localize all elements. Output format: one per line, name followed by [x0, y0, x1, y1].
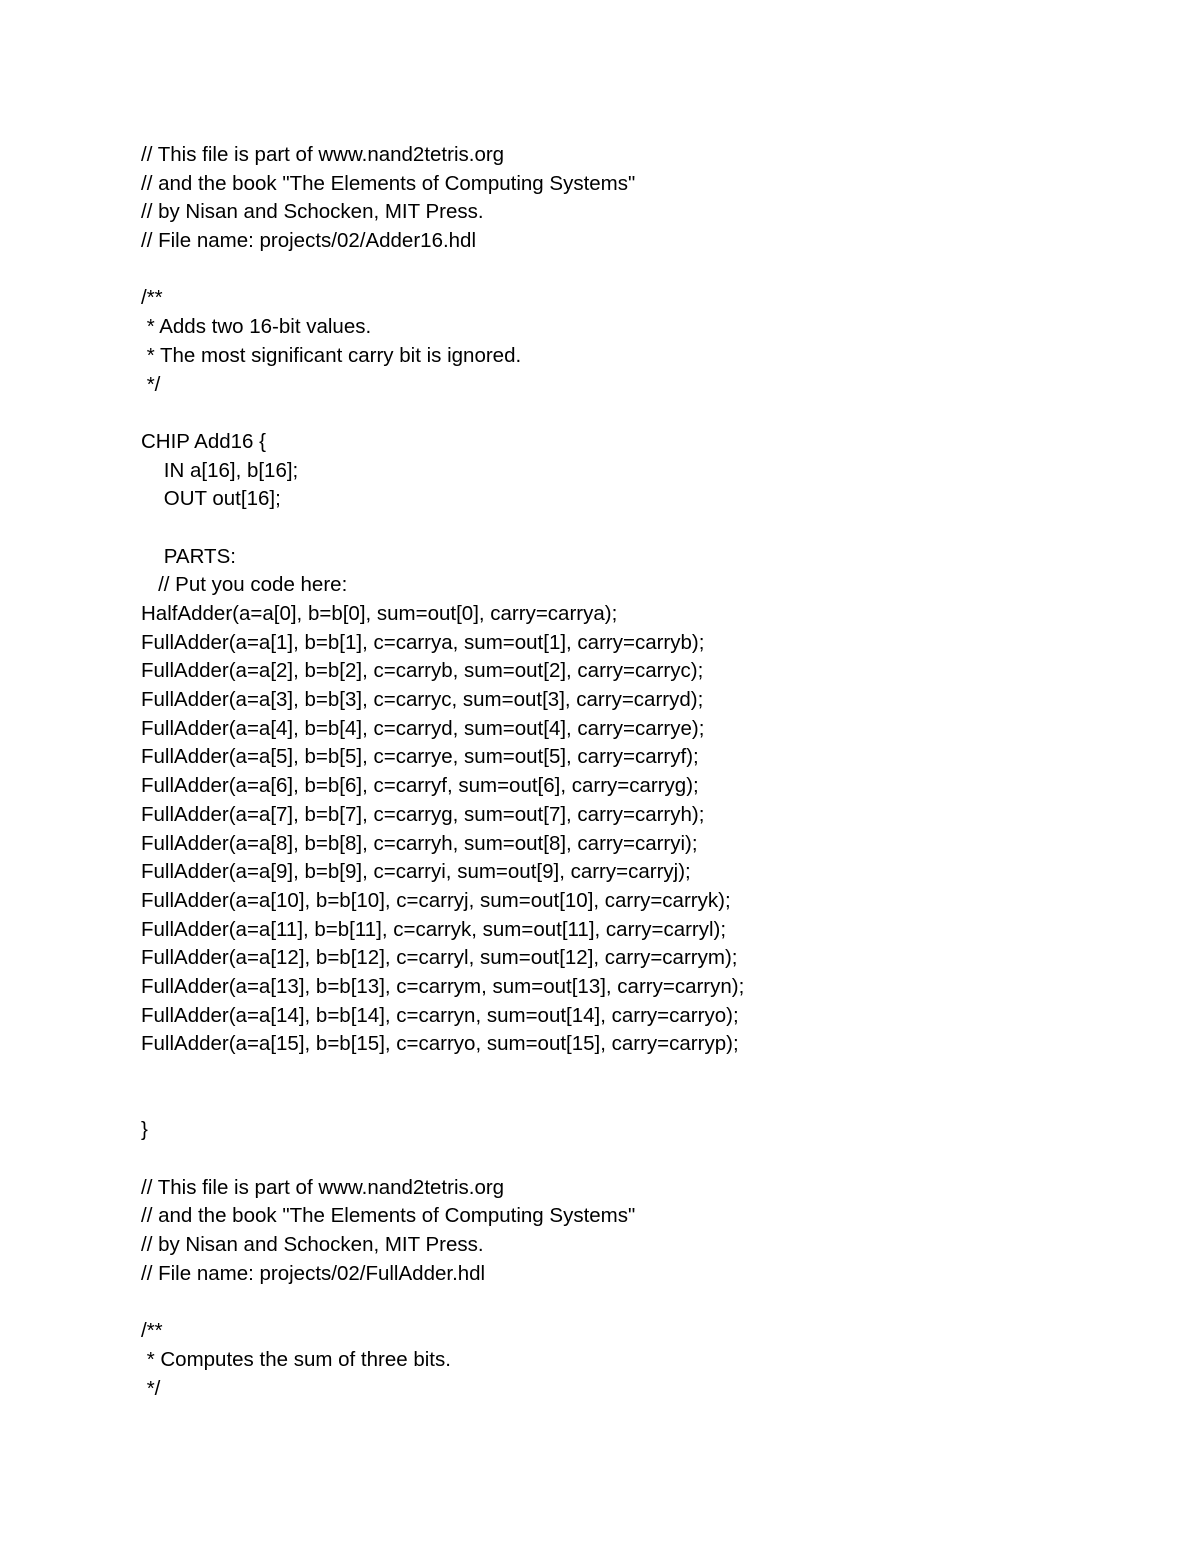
- code-line: // by Nisan and Schocken, MIT Press.: [141, 200, 484, 224]
- blank-line: [141, 1145, 1141, 1174]
- code-line: // by Nisan and Schocken, MIT Press.: [141, 1233, 484, 1257]
- code-line: */: [141, 372, 161, 396]
- blank-line: [141, 256, 1141, 285]
- code-line: // This file is part of www.nand2tetris.org: [141, 143, 505, 166]
- code-line: // and the book "The Elements of Computing Systems": [141, 171, 636, 195]
- code-line: FullAdder(a=a[4], b=b[4], c=carryd, sum=out[4], carry=carrye);: [141, 716, 705, 740]
- blank-line: [141, 1088, 1141, 1117]
- blank-line: [141, 1289, 1141, 1318]
- code-line: OUT out[16];: [141, 487, 281, 511]
- code-line: FullAdder(a=a[5], b=b[5], c=carrye, sum=out[5], carry=carryf);: [141, 745, 699, 769]
- code-line: * The most significant carry bit is ignored.: [141, 343, 522, 367]
- code-line: FullAdder(a=a[12], b=b[12], c=carryl, sum=out[12], carry=carrym);: [141, 946, 738, 970]
- code-line: CHIP Add16 {: [141, 429, 266, 453]
- code-line: // Put you code here:: [141, 573, 348, 597]
- code-line: // and the book "The Elements of Computing Systems": [141, 1204, 636, 1228]
- code-line: // This file is part of www.nand2tetris.org: [141, 1175, 505, 1199]
- code-line: /**: [141, 1319, 163, 1343]
- code-line: FullAdder(a=a[8], b=b[8], c=carryh, sum=out[8], carry=carryi);: [141, 831, 698, 855]
- code-line: FullAdder(a=a[14], b=b[14], c=carryn, sum=out[14], carry=carryo);: [141, 1003, 739, 1027]
- code-line: * Computes the sum of three bits.: [141, 1347, 451, 1371]
- code-line: FullAdder(a=a[15], b=b[15], c=carryo, sum=out[15], carry=carryp);: [141, 1032, 739, 1056]
- code-line: /**: [141, 286, 163, 310]
- code-line: PARTS:: [141, 544, 236, 568]
- code-listing: [141, 141, 1141, 1403]
- code-line: * Adds two 16-bit values.: [141, 315, 372, 339]
- code-line: FullAdder(a=a[2], b=b[2], c=carryb, sum=out[2], carry=carryc);: [141, 659, 704, 683]
- code-line: IN a[16], b[16];: [141, 458, 299, 482]
- code-line: FullAdder(a=a[1], b=b[1], c=carrya, sum=out[1], carry=carryb);: [141, 630, 705, 654]
- code-line: FullAdder(a=a[3], b=b[3], c=carryc, sum=out[3], carry=carryd);: [141, 688, 704, 712]
- code-line: // File name: projects/02/FullAdder.hdl: [141, 1261, 486, 1285]
- code-line: FullAdder(a=a[13], b=b[13], c=carrym, sum=out[13], carry=carryn);: [141, 974, 745, 998]
- code-line: FullAdder(a=a[7], b=b[7], c=carryg, sum=out[7], carry=carryh);: [141, 802, 705, 826]
- code-line: FullAdder(a=a[10], b=b[10], c=carryj, sum=out[10], carry=carryk);: [141, 888, 731, 912]
- code-line: // File name: projects/02/Adder16.hdl: [141, 229, 477, 253]
- blank-line: [141, 1059, 1141, 1088]
- blank-line: [141, 399, 1141, 428]
- blank-line: [141, 514, 1141, 543]
- code-line: FullAdder(a=a[11], b=b[11], c=carryk, sum=out[11], carry=carryl);: [141, 917, 727, 941]
- code-line: */: [141, 1376, 161, 1400]
- code-line: FullAdder(a=a[9], b=b[9], c=carryi, sum=out[9], carry=carryj);: [141, 860, 691, 884]
- code-line: }: [141, 1118, 148, 1142]
- code-line: HalfAdder(a=a[0], b=b[0], sum=out[0], carry=carrya);: [141, 602, 618, 625]
- code-line: FullAdder(a=a[6], b=b[6], c=carryf, sum=out[6], carry=carryg);: [141, 774, 699, 798]
